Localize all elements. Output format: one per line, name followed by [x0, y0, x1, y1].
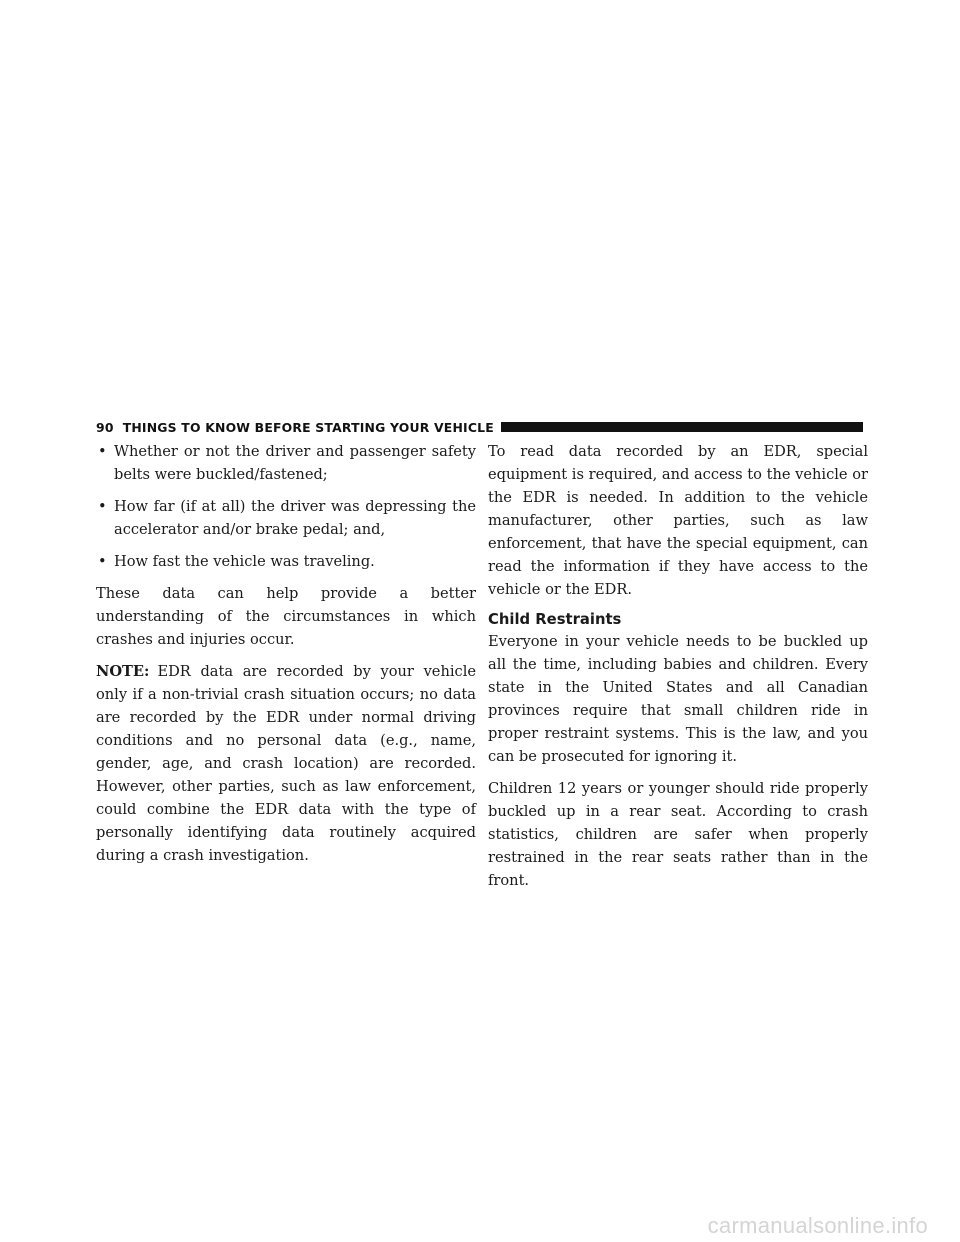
- list-item: • Whether or not the driver and passenger safety belts were buckled/fastened;: [96, 440, 476, 486]
- body-paragraph: Children 12 years or younger should ride properly buckled up in a rear seat. According to crash statistics, children are safer when properly restrained in the rear seats rather than in the front.: [488, 780, 868, 889]
- body-paragraph: These data can help provide a better understanding of the circumstances in which crashes and injuries occur.: [96, 585, 476, 648]
- right-column: [488, 440, 868, 901]
- body-paragraph: Everyone in your vehicle needs to be buckled up all the time, including babies and children. Every state in the United States and all Canadian provinces require that small children ride in proper restraint systems. This is the law, and you can be prosecuted for ignoring it.: [488, 633, 868, 765]
- list-item: • How far (if at all) the driver was depressing the accelerator and/or brake pedal; and,: [96, 495, 476, 541]
- note-label: NOTE:: [96, 663, 150, 680]
- left-column: [96, 440, 476, 876]
- bullet-icon: •: [98, 443, 107, 460]
- note-paragraph: [96, 660, 476, 867]
- bullet-icon: •: [98, 498, 107, 515]
- list-item: • How fast the vehicle was traveling.: [96, 550, 476, 573]
- section-title: THINGS TO KNOW BEFORE STARTING YOUR VEHICLE: [122, 419, 494, 435]
- header-label: [96, 420, 494, 435]
- watermark: carmanualsonline.info: [707, 1213, 928, 1238]
- body-paragraph: To read data recorded by an EDR, special equipment is required, and access to the vehicle or the EDR is needed. In addition to the vehicle manufacturer, other parties, such as law enforcement, that have the special equipment, can read the information if they have access to the vehicle or the EDR.: [488, 443, 868, 598]
- note-text: EDR data are recorded by your vehicle only if a non-trivial crash situation occurs; no data are recorded by the EDR under normal driving conditions and no personal data (e.g., name, gender, age, and crash location) are recorded. However, other parties, such as law enforcement, could combine the EDR data with the type of personally identifying data routinely acquired during a crash investigation.: [96, 663, 476, 864]
- edr-data-list: [96, 440, 476, 573]
- page-header: [96, 419, 863, 435]
- header-rule: [501, 422, 863, 432]
- bullet-icon: •: [98, 553, 107, 570]
- page-number: 90: [96, 419, 114, 435]
- section-heading: Child Restraints: [488, 611, 622, 628]
